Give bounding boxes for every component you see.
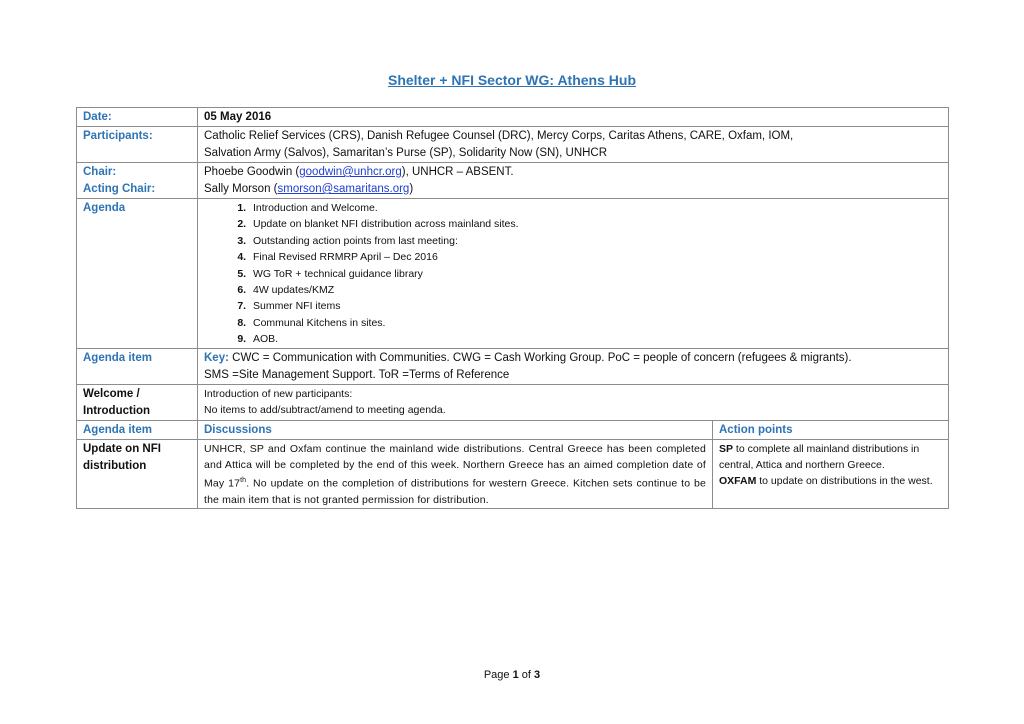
agenda-item: 1. Introduction and Welcome. [249,200,942,216]
key-label: Key: [204,351,229,364]
action-point-1-org: SP [719,442,734,455]
header-action-points: Action points [713,420,949,439]
discussion-superscript: th [240,477,247,485]
header-discussions: Discussions [198,420,713,439]
date-row [77,108,949,127]
key-row-value [198,348,949,384]
nfi-update-row [77,439,949,509]
page-of: of [518,669,535,681]
participants-row [77,127,949,163]
discussion-text-2: . No update on the completion of distributions for western Greece. Kitchen sets continue to be the main item that is not granted permission for distribution. [204,477,706,507]
agenda-item: 5. WG ToR + technical guidance library [249,266,942,282]
key-line-2: SMS =Site Management Support. ToR =Terms of Reference [204,368,510,381]
document-title: Shelter + NFI Sector WG: Athens Hub [387,72,636,88]
section-header-row [77,420,949,439]
page-current: 1 [512,669,519,681]
participants-line-2: Salvation Army (Salvos), Samaritan’s Purse (SP), Solidarity Now (SN), UNHCR [204,147,608,159]
agenda-item: 8. Communal Kitchens in sites. [249,315,942,331]
action-point-1 [719,441,942,474]
welcome-line-2: No items to add/subtract/amend to meeting agenda. [204,403,446,416]
participants-label: Participants: [77,127,198,163]
agenda-item: 9. AOB. [249,331,942,347]
action-point-2-text: to update on distributions in the west. [756,475,933,488]
agenda-item: 2. Update on blanket NFI distribution across mainland sites. [249,216,942,232]
chair-labels [77,163,198,199]
key-definitions-1: CWC = Communication with Communities. CWG = Cash Working Group. PoC = people of concern (refugees & migrants). [228,351,852,364]
agenda-label: Agenda [77,199,198,349]
agenda-row [77,199,949,349]
chair-label: Chair: [83,166,117,178]
chair-email-link[interactable]: goodwin@unhcr.org [299,166,402,178]
acting-chair-label: Acting Chair: [83,183,156,195]
agenda-item: 4. Final Revised RRMRP April – Dec 2016 [249,249,942,265]
participants-value [198,127,949,163]
date-value: 05 May 2016 [198,108,949,127]
minutes-table [76,107,949,509]
welcome-label: Welcome / Introduction [77,384,198,420]
participants-line-1: Catholic Relief Services (CRS), Danish Refugee Counsel (DRC), Mercy Corps, Caritas Athens, CARE, Oxfam, IOM, [204,130,794,142]
date-label: Date: [77,108,198,127]
nfi-update-label: Update on NFI distribution [77,439,198,509]
discussion-text-1: UNHCR, SP and Oxfam continue the mainland wide distributions. Central Greece has been completed and Attica will be completed by the end of this week. Northern Greece has an aimed completion date of May 17 [204,442,706,490]
agenda-item: 7. Summer NFI items [249,298,942,314]
key-row-label: Agenda item [77,348,198,384]
chair-status: ), UNHCR – ABSENT. [401,166,514,178]
welcome-value [198,384,949,420]
acting-chair-value [204,181,942,198]
page-prefix: Page [483,669,513,681]
action-point-2 [719,473,942,489]
agenda-list [204,200,942,348]
agenda-item: 6. 4W updates/KMZ [249,282,942,298]
chair-row [77,163,949,199]
welcome-line-1: Introduction of new participants: [204,387,353,400]
acting-chair-suffix: ) [409,183,414,195]
nfi-update-action-points [713,439,949,509]
chair-values [198,163,949,199]
agenda-item: 3. Outstanding action points from last meeting: [249,233,942,249]
action-point-1-text: to complete all mainland distributions in central, Attica and northern Greece. [719,442,920,471]
page-number [0,669,1024,681]
acting-chair-name: Sally Morson ( [204,183,278,195]
welcome-row [77,384,949,420]
acting-chair-email-link[interactable]: smorson@samaritans.org [277,183,410,195]
key-row [77,348,949,384]
agenda-list-cell [198,199,949,349]
chair-value [204,164,942,181]
nfi-update-discussion [198,439,713,509]
chair-name: Phoebe Goodwin ( [204,166,300,178]
key-line-1 [204,350,942,367]
page-total: 3 [534,669,541,681]
action-point-2-org: OXFAM [719,475,757,488]
header-agenda-item: Agenda item [77,420,198,439]
